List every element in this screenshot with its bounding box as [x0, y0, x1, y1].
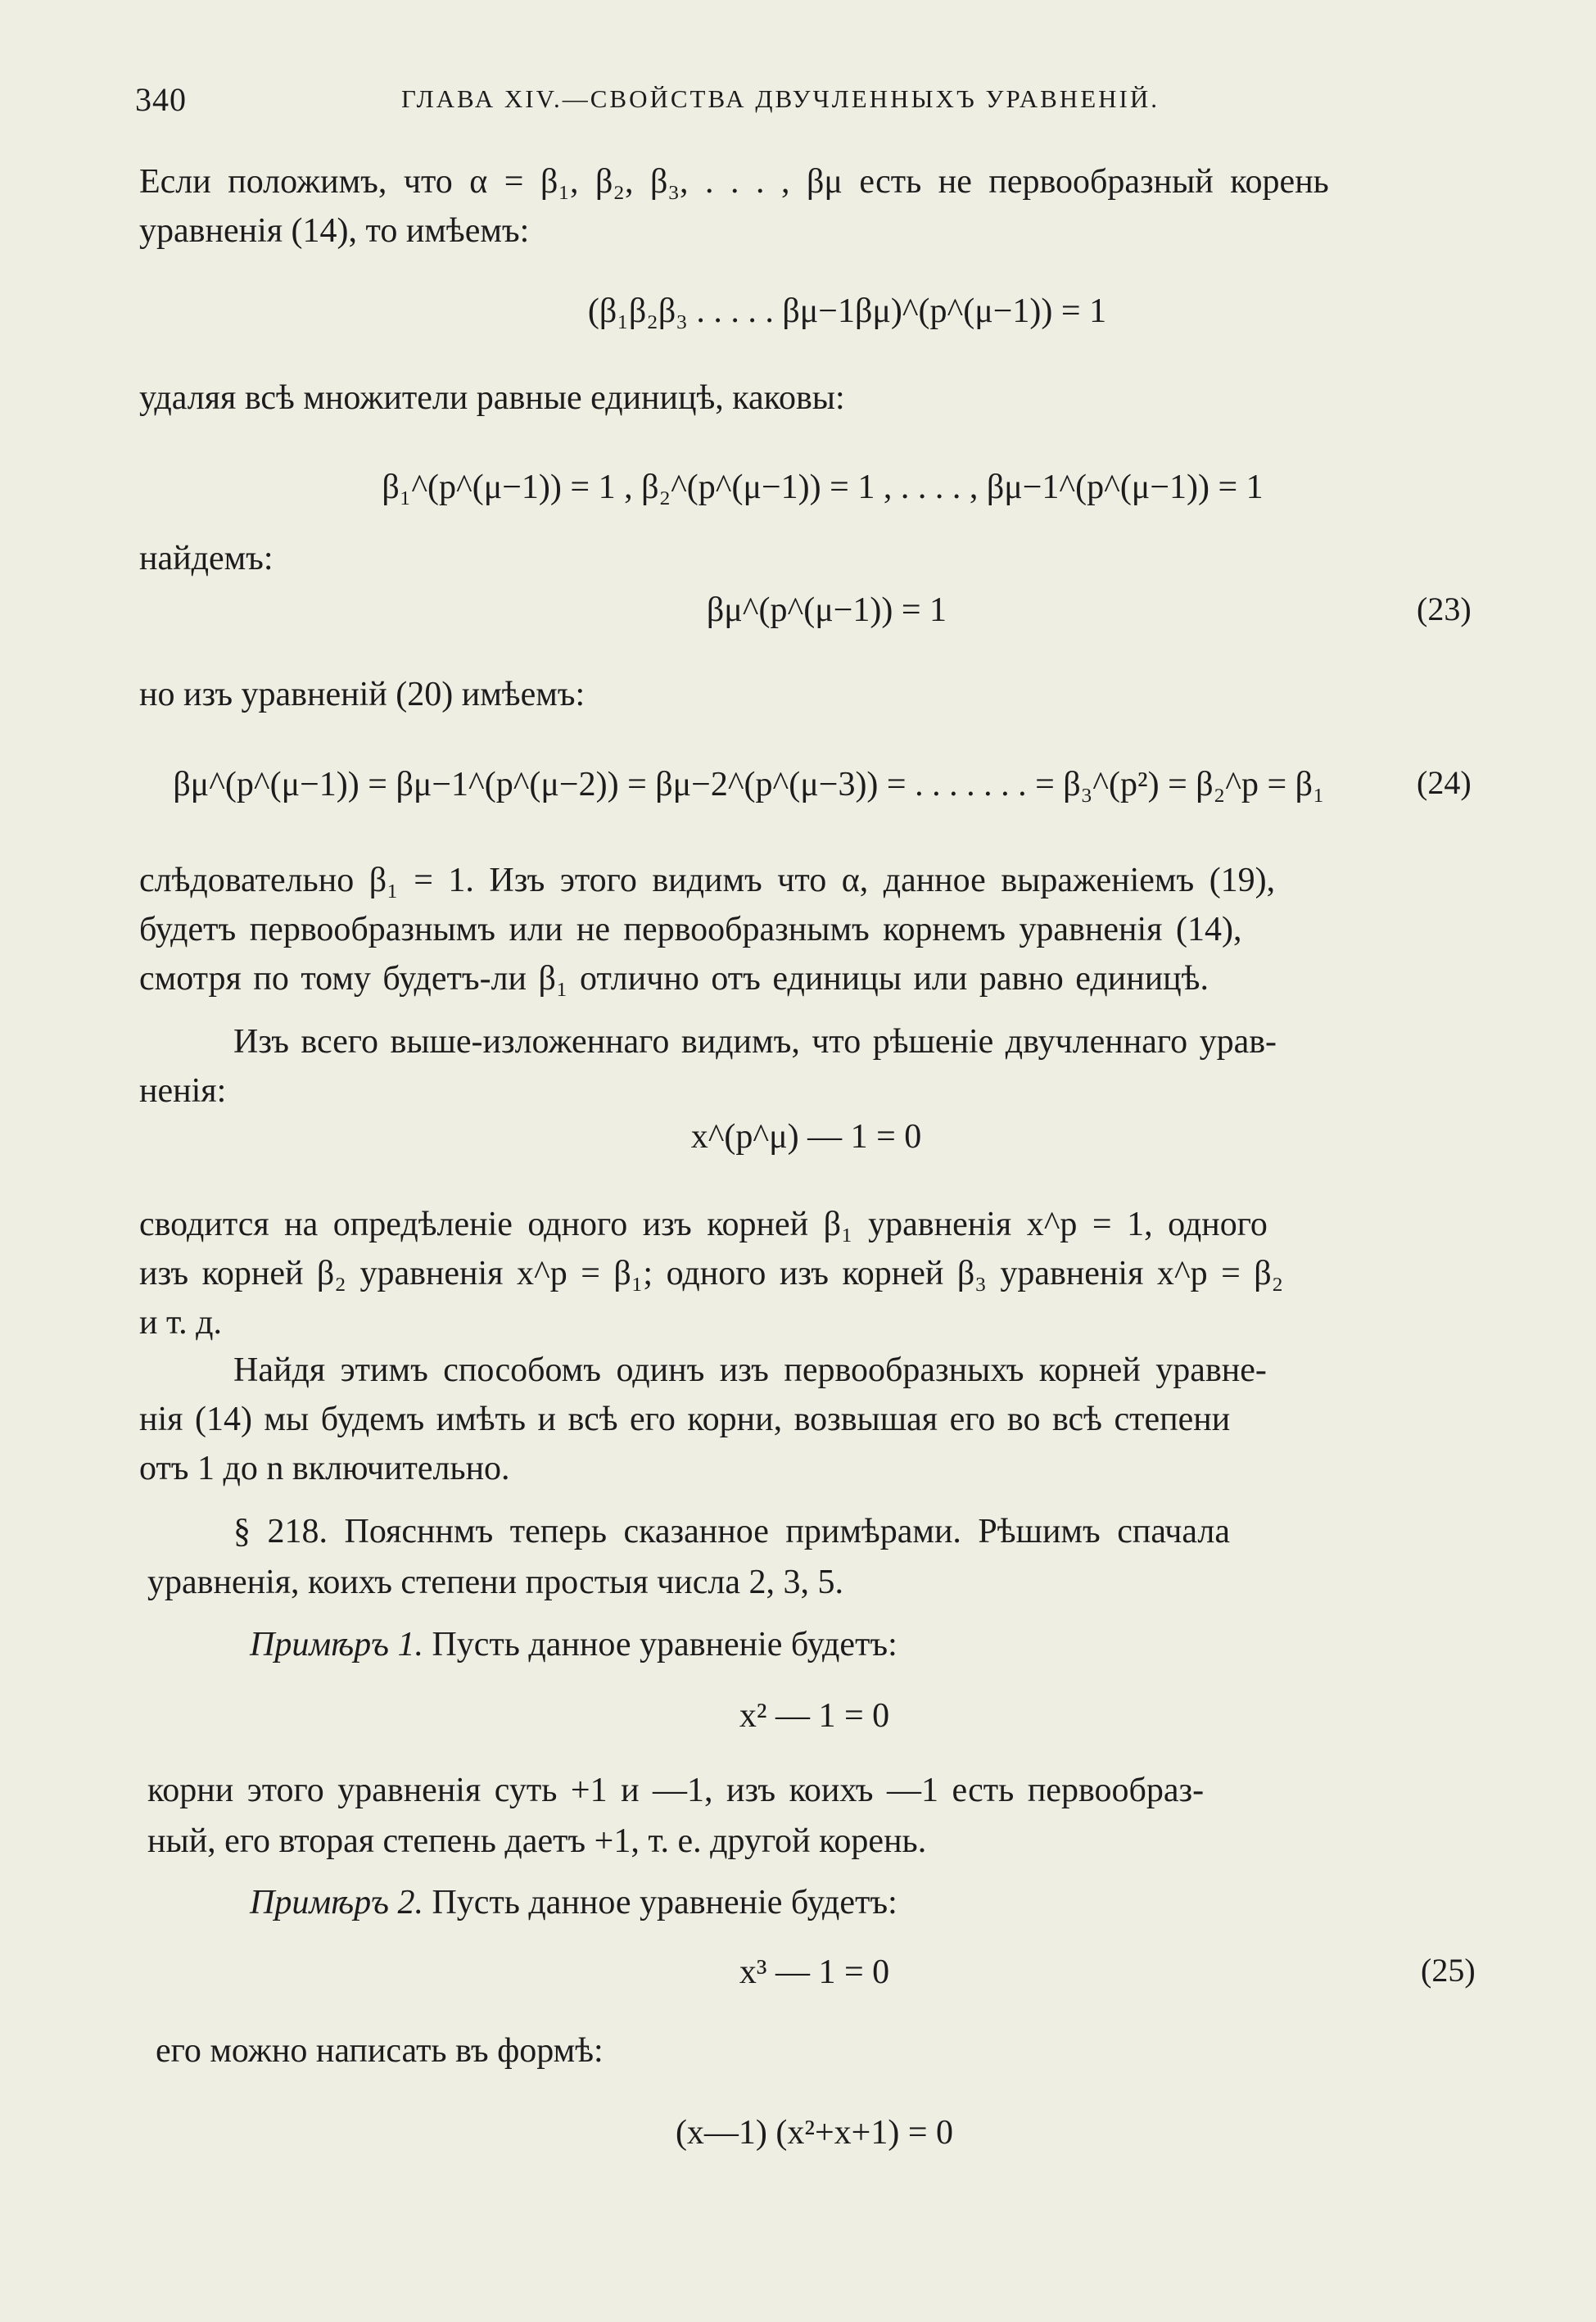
- section-218-line-1: § 218. Поясннмъ теперь сказанное примѣрами. Рѣшимъ спачала: [233, 1513, 1231, 1550]
- paragraph-8-line-3: отъ 1 до n включительно.: [139, 1450, 510, 1487]
- equation-23: βμ^(p^(μ−1)) = 1: [706, 591, 947, 629]
- paragraph-10-line-1: корни этого уравненія суть +1 и —1, изъ коихъ —1 есть первообраз-: [147, 1772, 1205, 1809]
- paragraph-10-line-2: ный, его вторая степень даетъ +1, т. е. другой корень.: [147, 1822, 927, 1860]
- page-number: 340: [135, 81, 187, 118]
- equation-24: βμ^(p^(μ−1)) = βμ−1^(p^(μ−2)) = βμ−2^(p^(μ−3)) = . . . . . . . = β₃^(p²) = β₂^p = β₁: [173, 766, 1325, 803]
- paragraph-5-line-3: смотря по тому будетъ-ли β₁ отлично отъ единицы или равно единицѣ.: [139, 960, 1209, 998]
- paragraph-8-line-2: нія (14) мы будемъ имѣть и всѣ его корни, возвышая его во всѣ степени: [139, 1401, 1231, 1438]
- equation-square: x² — 1 = 0: [739, 1697, 890, 1735]
- equation-2: β₁^(p^(μ−1)) = 1 , β₂^(p^(μ−1)) = 1 , . . . . , βμ−1^(p^(μ−1)) = 1: [382, 468, 1264, 506]
- chapter-title: ГЛАВА XIV.—СВОЙСТВА ДВУЧЛЕННЫХЪ УРАВНЕНІЙ.: [401, 84, 1160, 113]
- paragraph-5-line-1: слѣдовательно β₁ = 1. Изъ этого видимъ что α, данное выраженіемъ (19),: [139, 862, 1276, 899]
- equation-number-25: (25): [1421, 1952, 1476, 1989]
- example-2-label: Примѣръ 2.: [250, 1884, 423, 1921]
- paragraph-6-line-1: Изъ всего выше-изложеннаго видимъ, что рѣшеніе двучленнаго урав-: [233, 1023, 1277, 1061]
- section-218-line-2: уравненія, коихъ степени простыя числа 2, 3, 5.: [147, 1564, 844, 1601]
- equation-binomial: x^(p^μ) — 1 = 0: [690, 1118, 922, 1156]
- equation-1: (β₁β₂β₃ . . . . . βμ−1βμ)^(p^(μ−1)) = 1: [587, 292, 1107, 330]
- paragraph-7-line-3: и т. д.: [139, 1304, 223, 1342]
- paragraph-1-line-2: уравненія (14), то имѣемъ:: [139, 212, 530, 250]
- equation-number-24: (24): [1417, 764, 1472, 801]
- paragraph-4: но изъ уравненій (20) имѣемъ:: [139, 676, 586, 713]
- paragraph-11: его можно написать въ формѣ:: [156, 2032, 604, 2070]
- paragraph-3: найдемъ:: [139, 540, 274, 577]
- paragraph-7-line-2: изъ корней β₂ уравненія x^p = β₁; одного изъ корней β₃ уравненія x^p = β₂: [139, 1255, 1284, 1292]
- example-2: [250, 1878, 1589, 1927]
- paragraph-5-line-2: будетъ первообразнымъ или не первообразнымъ корнемъ уравненія (14),: [139, 911, 1242, 948]
- example-1: [250, 1620, 1589, 1669]
- paragraph-7-line-1: сводится на опредѣленіе одного изъ корней β₁ уравненія x^p = 1, одного: [139, 1206, 1268, 1243]
- paragraph-1-line-1: Если положимъ, что α = β₁, β₂, β₃, . . . , βμ есть не первообразный корень: [139, 163, 1329, 201]
- equation-number-23: (23): [1417, 591, 1472, 627]
- equation-factored: (x—1) (x²+x+1) = 0: [675, 2114, 954, 2152]
- paragraph-2: удаляя всѣ множители равные единицѣ, каковы:: [139, 379, 845, 417]
- example-2-text: Пусть данное уравненіе будетъ:: [432, 1884, 897, 1921]
- example-1-text: Пусть данное уравненіе будетъ:: [432, 1626, 897, 1663]
- equation-25: x³ — 1 = 0: [739, 1953, 890, 1991]
- paragraph-8-line-1: Найдя этимъ способомъ одинъ изъ первообразныхъ корней уравне-: [233, 1351, 1267, 1389]
- paragraph-6-line-2: ненія:: [139, 1072, 227, 1110]
- example-1-label: Примѣръ 1.: [250, 1626, 423, 1663]
